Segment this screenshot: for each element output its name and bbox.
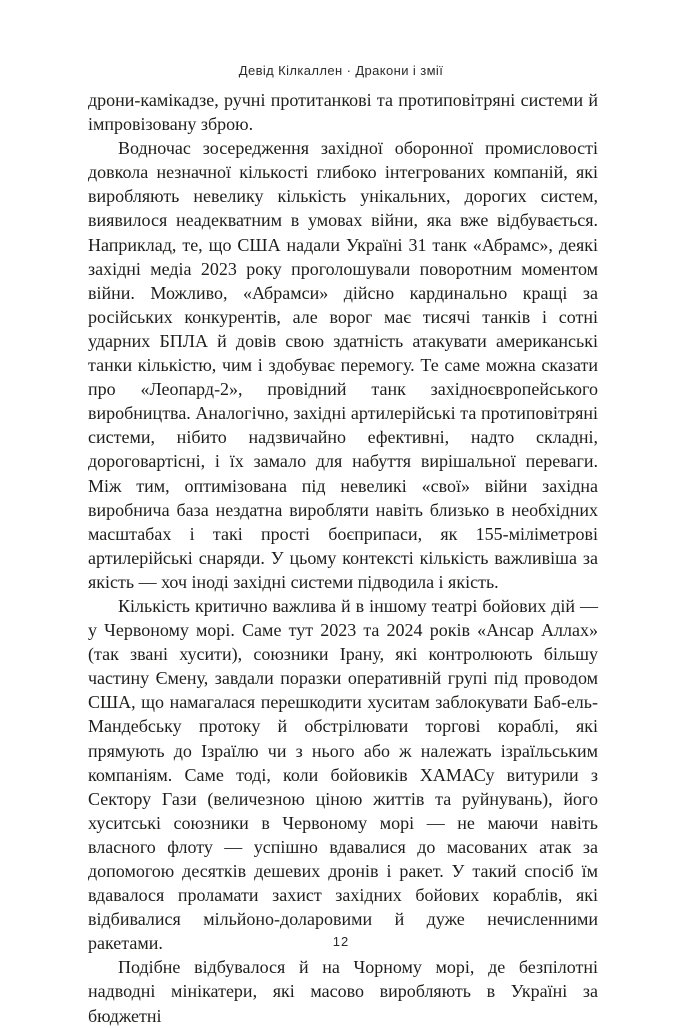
running-header (0, 63, 682, 78)
header-separator: · (346, 63, 352, 78)
paragraph-4: Подібне відбувалося й на Чорному морі, де безпілотні надводні мінікатери, які масово виробляють в Україні за бюджетні (88, 957, 598, 1026)
paragraph-3: Кількість критично важлива й в іншому театрі бойових дій — у Червоному морі. Саме тут 2023 та 2024 років «Ансар Аллах» (так звані хусити), союзники Ірану, які контролюють більшу частину Ємену, завдали поразки оперативній групі під проводом США, що намагалася перешкодити хуситам заблокувати Баб-ель-Мандебську протоку й обстрілювати торгові кораблі, які прямують до Ізраїлю чи з нього або ж належать ізраїльським компаніям. Саме тоді, коли бойовиків ХАМАСу витурили з Сектору Гази (величезною ціною життів та руйнувань), його хуситські союзники в Червоному морі — не маючи навіть власного флоту — успішно вдавалися до масованих атак за допомогою десятків дешевих дронів і ракет. У такий спосіб їм вдавалося проламати захист західних бойових кораблів, які відбивалися мільйоно-доларовими й дуже нечисленними ракетами. (88, 595, 598, 954)
paragraph-1: дрони-камікадзе, ручні протитанкові та протиповітряні системи й імпровізовану зброю. (88, 90, 598, 135)
header-title: Дракони і змії (355, 63, 444, 78)
paragraph-2: Водночас зосередження західної оборонної промисловості довкола незначної кількості глибоко інтегрованих компаній, які виробляють невелику кількість унікальних, дорогих систем, виявилося неадекватним в умовах війни, яка вже відбувається. Наприклад, те, що США надали Україні 31 танк «Абрамс», деякі західні медіа 2023 року проголошували поворотним моментом війни. Можливо, «Абрамси» дійсно кардинально кращі за російських конкурентів, але ворог має тисячі танків і сотні ударних БПЛА й довів свою здатність атакувати американські танки кількістю, чим і здобуває перемогу. Те саме можна сказати про «Леопард-2», провідний танк західноєвропейського виробництва. Аналогічно, західні артилерійські та протиповітряні системи, нібито надзвичайно ефективні, надто складні, дороговартісні, і їх замало для набуття вирішальної переваги. Між тим, оптимізована під невеликі «свої» війни західна виробнича база нездатна виробляти навіть близько в необхідних масштабах і такі прості боєприпаси, як 155-міліметрові артилерійські снаряди. У цьому контексті кількість важливіша за якість — хоч іноді західні системи підводила і якість. (88, 138, 598, 592)
header-author: Девід Кілкаллен (238, 63, 343, 78)
body-text (88, 88, 598, 1028)
page-number: 12 (332, 934, 350, 949)
